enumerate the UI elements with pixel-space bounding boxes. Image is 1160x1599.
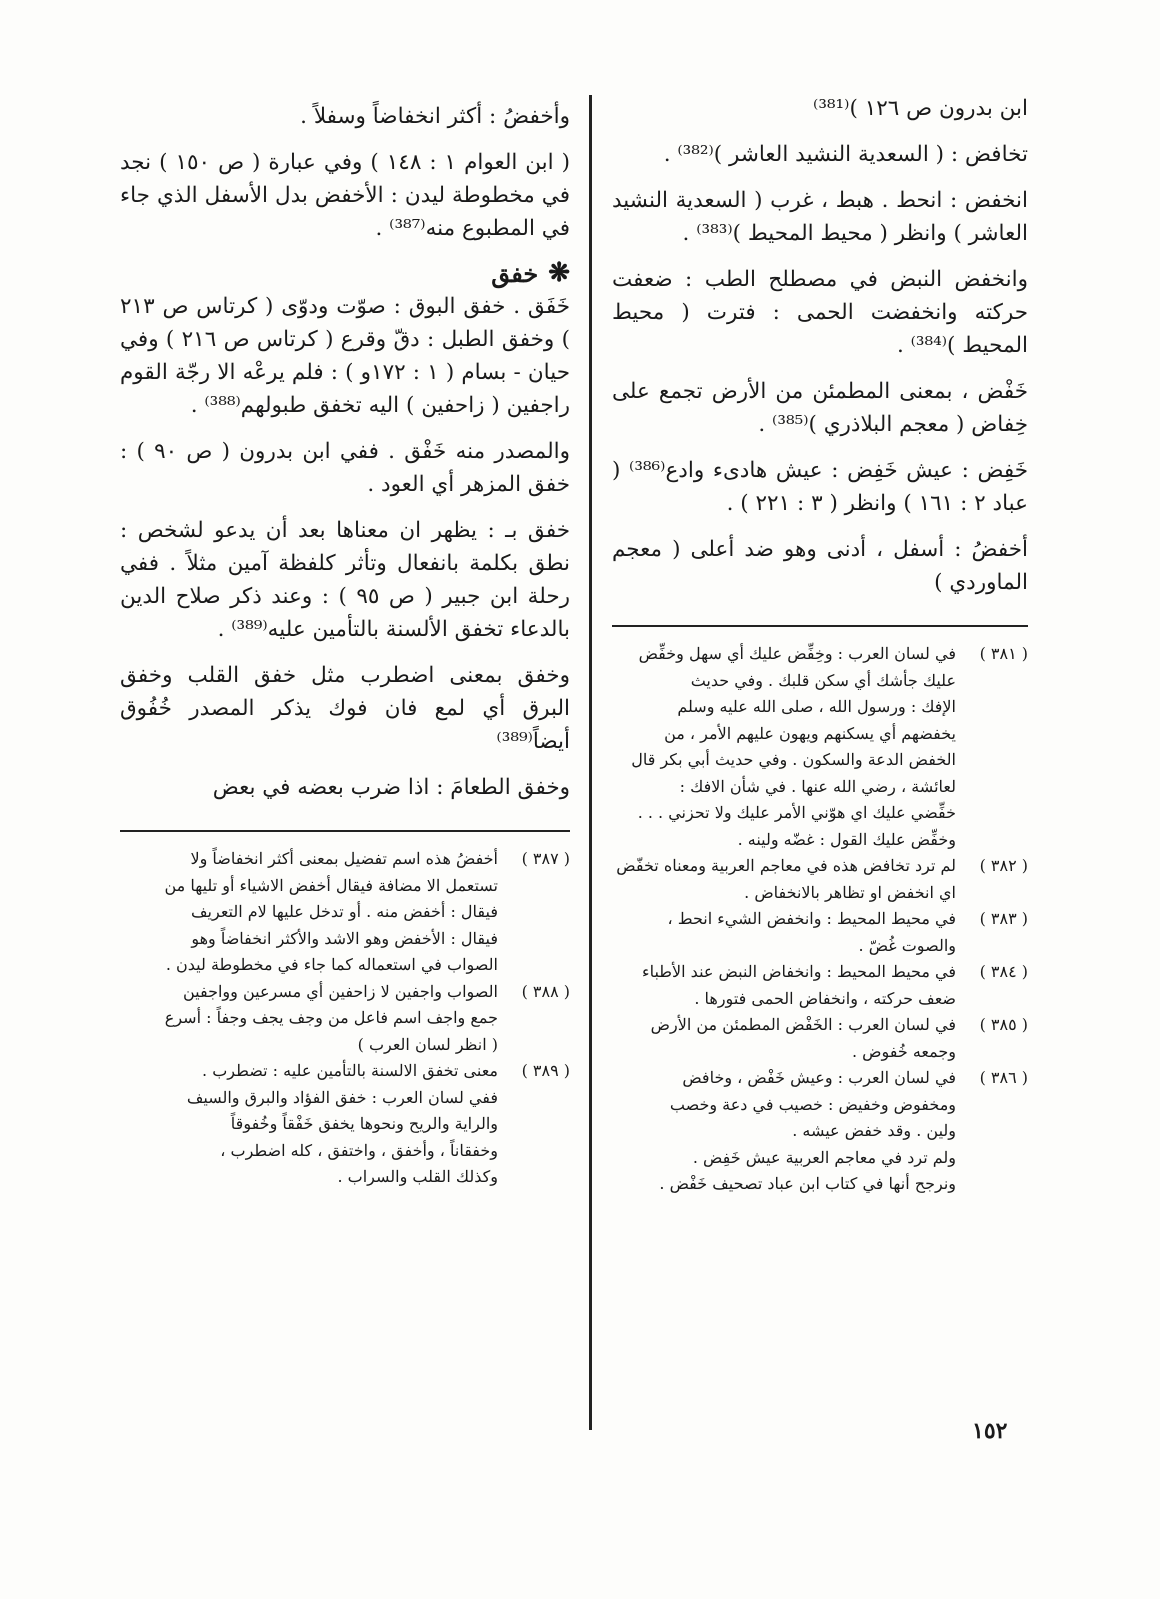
footnote-line: في لسان العرب : الخَفْض المطمئن من الأرض [650, 1015, 956, 1034]
entry-paragraph: خَفْض ، بمعنى المطمئن من الأرض تجمع على خِفاض ( معجم البلاذري )⁽³⁸⁵⁾ . [612, 379, 1028, 437]
footnote [612, 641, 1028, 853]
footnote [612, 1065, 1028, 1198]
footnote-line: ولم ترد في معاجم العربية عيش خَفِض . [692, 1147, 956, 1167]
footnote-line: ضعف حركته ، وانخفاض الحمى فتورها . [694, 988, 956, 1008]
footnote-number: ( ٣٨٥ ) [979, 1015, 1028, 1034]
footnote-line: وخفِّض عليك القول : غضّه ولينه . [737, 829, 956, 849]
entry-paragraph: ابن بدرون ص ١٢٦ )⁽³⁸¹⁾ [813, 96, 1028, 121]
entry-paragraph: خَفِض : عيش خَفِض : عيش هادىء وادع⁽³⁸⁶⁾ ( عباد ٢ : ١٦١ ) وانظر ( ٣ : ٢٢١ ) . [612, 458, 1028, 516]
footnote-line: عليك جأشك أي سكن قلبك . وفي حديث [690, 670, 956, 690]
footnote-line: ونرجح أنها في كتاب ابن عباد تصحيف خَفْض . [659, 1174, 956, 1193]
footnote-line: فيقال : الأخفض وهو الاشد والأكثر انخفاضاً وهو [191, 928, 498, 948]
footnote [120, 1058, 570, 1191]
footnote-line: وكذلك القلب والسراب . [337, 1167, 498, 1186]
footnote [612, 959, 1028, 1012]
footnote [612, 853, 1028, 906]
footnote-line: في محيط المحيط : وانخفض الشيء انحط ، [667, 909, 956, 928]
footnote-line: الخفض الدعة والسكون . وفي حديث أبي بكر قال [631, 750, 956, 769]
footnote-line: جمع واجف اسم فاعل من وجف يجف وجفاً : أسرع [164, 1008, 498, 1027]
entry-paragraph: وأخفضُ : أكثر انخفاضاً وسفلاً . [300, 104, 570, 129]
column-divider [589, 95, 592, 1430]
footnote-number: ( ٣٨٢ ) [979, 856, 1028, 875]
footnote-line: في لسان العرب : وعيش خَفْض ، وخافض [682, 1068, 956, 1087]
footnote-line: ففي لسان العرب : خفق الفؤاد والبرق والسيف [186, 1087, 498, 1107]
footnote-divider [612, 625, 1028, 627]
footnote-number: ( ٣٨٦ ) [979, 1068, 1028, 1087]
entry-paragraph: وخفق بمعنى اضطرب مثل خفق القلب وخفق البرق أي لمع فان فوك يذكر المصدر خُفُوق أيضاً⁽³⁸⁹⁾ [120, 663, 570, 754]
footnote-line: والصوت غُضّ . [858, 935, 956, 955]
asterism-icon: ❋ [548, 258, 570, 288]
footnote [612, 1012, 1028, 1065]
entry-paragraph: وخفق الطعامَ : اذا ضرب بعضه في بعض [212, 775, 570, 800]
heading-word: خفق [491, 258, 539, 288]
entry-paragraph: والمصدر منه خَفْق . ففي ابن بدرون ( ص ٩٠ ) : خفق المزهر أي العود . [120, 439, 570, 497]
footnote-line: معنى تخفق الالسنة بالتأمين عليه : تضطرب . [202, 1061, 498, 1080]
right-column [612, 92, 1028, 1198]
page-number: ١٥٢ [972, 1418, 1008, 1444]
footnote-line: في محيط المحيط : وانخفاض النبض عند الأطباء [642, 962, 956, 981]
left-footnotes [120, 846, 570, 1191]
entry-paragraph: وانخفض النبض في مصطلح الطب : ضعفت حركته وانخفضت الحمى : فترت ( محيط المحيط )⁽³⁸⁴⁾ . [612, 267, 1028, 358]
footnote-line: الإفك : ورسول الله ، صلى الله عليه وسلم [677, 697, 956, 716]
entry-paragraph: انخفض : انحط . هبط ، غرب ( السعدية النشيد العاشر ) وانظر ( محيط المحيط )⁽³⁸³⁾ . [612, 188, 1028, 246]
footnote-number: ( ٣٨٨ ) [521, 981, 570, 1001]
footnote-line: في لسان العرب : وخِفِّض عليك أي سهل وخفِّض [638, 644, 956, 663]
entry-paragraph: خفق بـ : يظهر ان معناها بعد أن يدعو لشخص : نطق بكلمة بانفعال وتأثر كلفظة آمين مثلاً . ففي رحلة ابن جبير ( ص ٩٥ ) : وعند ذكر صلاح الدين بالدعاء تخفق الألسنة بالتأمين عليه⁽³⁸⁹⁾ . [120, 518, 570, 642]
entry-paragraph: تخافض : ( السعدية النشيد العاشر )⁽³⁸²⁾ . [663, 142, 1028, 167]
entry-heading [120, 258, 570, 288]
footnote-line: وخفقاناً ، وأخفق ، واختفق ، كله اضطرب ، [220, 1140, 498, 1160]
footnote-number: ( ٣٨١ ) [979, 644, 1028, 663]
footnote-line: يخفضهم أي يسكنهم ويهون عليهم الأمر ، من [664, 723, 956, 743]
footnote [120, 846, 570, 979]
footnote-line: الصواب واجفين لا زاحفين أي مسرعين وواجفين [182, 981, 498, 1001]
footnote [120, 979, 570, 1059]
left-main-text [120, 100, 570, 804]
footnote-line: والراية والريح ونحوها يخفق خَفْقاً وخُفوقاً [230, 1114, 498, 1133]
footnote-number: ( ٣٨٧ ) [521, 849, 570, 868]
footnote-line: ومخفوض وخفيض : خصيب في دعة وخصب [669, 1094, 956, 1114]
left-column [120, 100, 570, 1191]
footnote-line: تستعمل الا مضافة فيقال أخفض الاشياء أو تليها من [164, 875, 498, 895]
footnote-line: أخفضُ هذه اسم تفضيل بمعنى أكثر انخفاضاً ولا [190, 849, 498, 868]
footnote-line: وجمعه خُفوض . [851, 1041, 956, 1061]
entry-paragraph: أخفضُ : أسفل ، أدنى وهو ضد أعلى ( معجم الماوردي ) [612, 537, 1028, 595]
footnote [612, 906, 1028, 959]
entry-paragraph: ( ابن العوام ١ : ١٤٨ ) وفي عبارة ( ص ١٥٠ ) نجد في مخطوطة ليدن : الأخفض بدل الأسفل الذي جاء في المطبوع منه⁽³⁸⁷⁾ . [120, 150, 570, 241]
right-footnotes [612, 641, 1028, 1198]
footnote-line: ( انظر لسان العرب ) [357, 1034, 498, 1054]
footnote-number: ( ٣٨٩ ) [521, 1061, 570, 1080]
footnote-number: ( ٣٨٤ ) [979, 962, 1028, 981]
footnote-line: خفِّضي عليك اي هوّني الأمر عليك ولا تحزني . . . [637, 803, 956, 822]
footnote-line: ولين . وقد خفض عيشه . [792, 1121, 956, 1140]
footnote-divider [120, 830, 570, 832]
footnote-line: لعائشة ، رضي الله عنها . في شأن الافك : [679, 776, 956, 796]
footnote-line: اي انخفض او تظاهر بالانخفاض . [744, 882, 956, 902]
footnote-line: لم ترد تخافض هذه في معاجم العربية ومعناه تخفّض [616, 856, 956, 875]
right-main-text [612, 92, 1028, 599]
footnote-line: فيقال : أخفض منه . أو تدخل عليها لام التعريف [190, 902, 498, 921]
entry-paragraph: خَفَق . خفق البوق : صوّت ودوّى ( كرتاس ص ٢١٣ ) وخفق الطبل : دقّ وقرع ( كرتاس ص ٢١٦ ) وفي حيان - بسام ( ١ : ١٧٢و ) : فلم يرعْه الا رجّة القوم راجفين ( زاحفين ) اليه تخفق طبولهم⁽³⁸⁸⁾ . [120, 294, 571, 418]
footnote-number: ( ٣٨٣ ) [979, 909, 1028, 928]
footnote-line: الصواب في استعماله كما جاء في مخطوطة ليدن . [165, 955, 498, 974]
